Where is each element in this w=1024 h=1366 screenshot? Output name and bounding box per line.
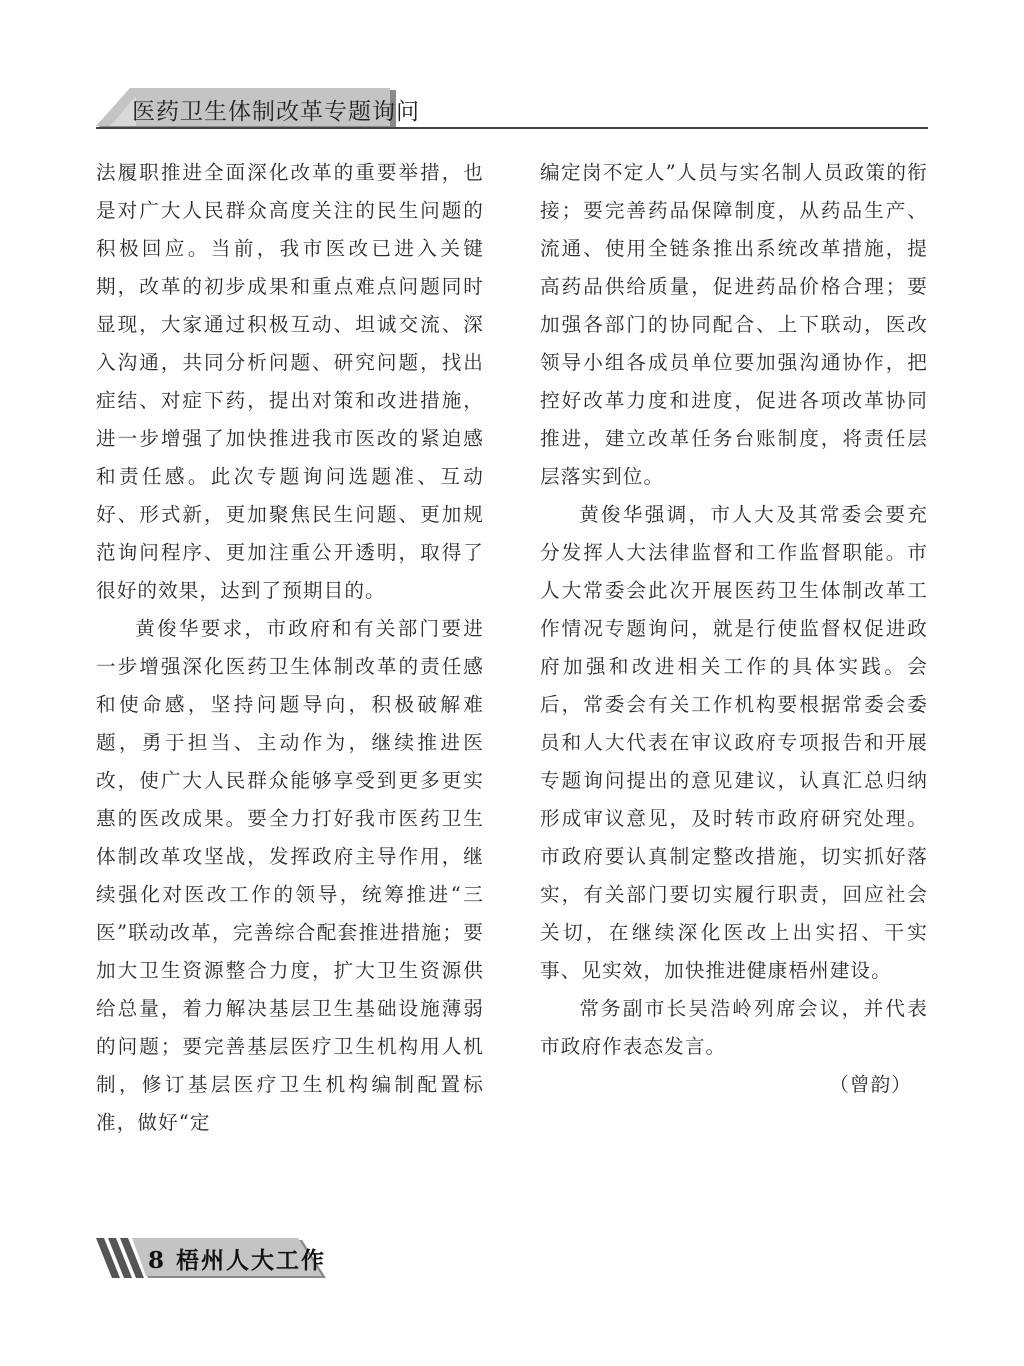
publication-name: 梧州人大工作 (176, 1247, 327, 1274)
header-divider (96, 127, 928, 129)
left-column (96, 154, 484, 1142)
section-title: 医药卫生体制改革专题询问 (132, 99, 420, 125)
body-paragraph: 常务副市长吴浩岭列席会议，并代表市政府作表态发言。 (540, 997, 928, 1058)
right-column (540, 154, 928, 1104)
body-paragraph: 黄俊华要求，市政府和有关部门要进一步增强深化医药卫生体制改革的责任感和使命感，坚持问题导向，积极破解难题，勇于担当、主动作为，继续推进医改，使广大人民群众能够享受到更多更实惠的医改成果。要全力打好我市医药卫生体制改革攻坚战，发挥政府主导作用，继续强化对医改工作的领导，统筹推进“三医”联动改革，完善综合配套推进措施；要加大卫生资源整合力度，扩大卫生资源供给总量，着力解决基层卫生基础设施薄弱的问题；要完善基层医疗卫生机构用人机制，修订基层医疗卫生机构编制配置标准，做好“定 (96, 617, 484, 1134)
body-paragraph: 编定岗不定人”人员与实名制人员政策的衔接；要完善药品保障制度，从药品生产、流通、使用全链条推出系统改革措施，提高药品供给质量，促进药品价格合理；要加强各部门的协同配合、上下联动，医改领导小组各成员单位要加强沟通协作，把控好改革力度和进度，促进各项改革协同推进，建立改革任务台账制度，将责任层层落实到位。 (540, 161, 928, 488)
footer-label (148, 1242, 326, 1275)
author-signature: （曾韵） (829, 1073, 912, 1096)
body-paragraph: 黄俊华强调，市人大及其常委会要充分发挥人大法律监督和工作监督职能。市人大常委会此次开展医药卫生体制改革工作情况专题询问，就是行使监督权促进政府加强和改进相关工作的具体实践。会后，常委会有关工作机构要根据常委会委员和人大代表在审议政府专项报告和开展专题询问提出的意见建议，认真汇总归纳形成审议意见，及时转市政府研究处理。市政府要认真制定整改措施，切实抓好落实，有关部门要切实履行职责，回应社会关切，在继续深化医改上出实招、干实事、见实效，加快推进健康梧州建设。 (540, 503, 928, 982)
page-number: 8 (148, 1247, 167, 1274)
body-paragraph: 法履职推进全面深化改革的重要举措，也是对广大人民群众高度关注的民生问题的积极回应。当前，我市医改已进入关键期，改革的初步成果和重点难点问题同时显现，大家通过积极互动、坦诚交流、深入沟通，共同分析问题、研究问题，找出症结、对症下药，提出对策和改进措施，进一步增强了加快推进我市医改的紧迫感和责任感。此次专题询问选题准、互动好、形式新，更加聚焦民生问题、更加规范询问程序、更加注重公开透明，取得了很好的效果，达到了预期目的。 (96, 161, 484, 602)
